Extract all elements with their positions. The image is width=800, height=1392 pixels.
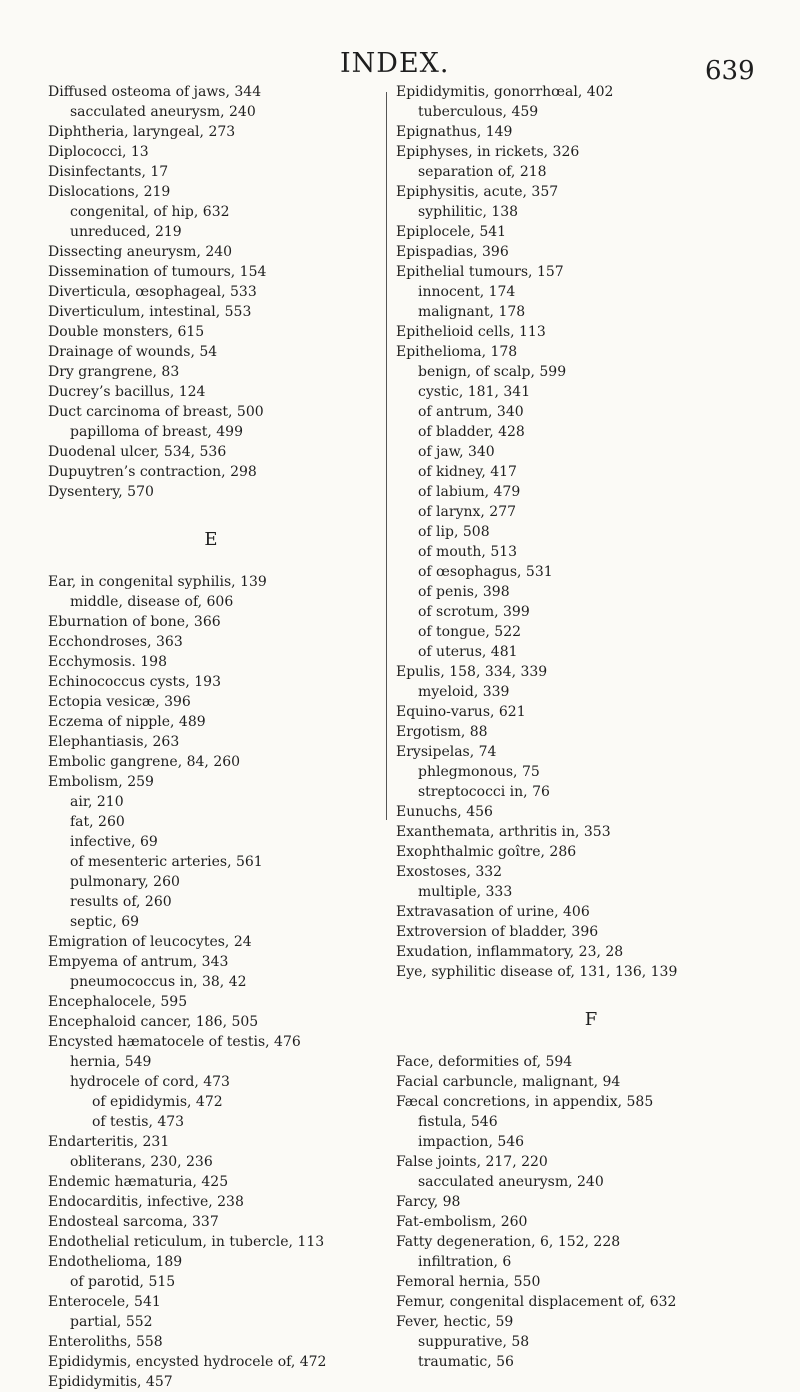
index-entry: Endothelial reticulum, in tubercle, 113 bbox=[48, 1234, 325, 1250]
index-entry: Exudation, inflammatory, 23, 28 bbox=[396, 944, 624, 960]
index-entry: Epispadias, 396 bbox=[396, 244, 509, 260]
index-subentry: of mesenteric arteries, 561 bbox=[70, 854, 263, 870]
index-entry: Ducrey’s bacillus, 124 bbox=[48, 384, 206, 400]
index-block bbox=[48, 572, 374, 1392]
index-block bbox=[396, 1052, 786, 1372]
index-entry: Dysentery, 570 bbox=[48, 484, 154, 500]
page-title: INDEX. bbox=[340, 48, 450, 79]
index-subentry: benign, of scalp, 599 bbox=[418, 364, 567, 380]
index-entry: Enterocele, 541 bbox=[48, 1294, 161, 1310]
index-entry: Duct carcinoma of breast, 500 bbox=[48, 404, 264, 420]
index-subentry: of kidney, 417 bbox=[418, 464, 517, 480]
index-subentry: innocent, 174 bbox=[418, 284, 516, 300]
index-entry: Duodenal ulcer, 534, 536 bbox=[48, 444, 227, 460]
index-subentry: fistula, 546 bbox=[418, 1114, 498, 1130]
index-entry: Endemic hæmaturia, 425 bbox=[48, 1174, 229, 1190]
index-entry: Endocarditis, infective, 238 bbox=[48, 1194, 244, 1210]
index-subentry: pulmonary, 260 bbox=[70, 874, 180, 890]
index-entry: Fæcal concretions, in appendix, 585 bbox=[396, 1094, 654, 1110]
index-entry: Ecchymosis. 198 bbox=[48, 654, 167, 670]
index-subentry: sacculated aneurysm, 240 bbox=[418, 1174, 604, 1190]
section-letter-e: E bbox=[204, 529, 218, 550]
index-entry: Epignathus, 149 bbox=[396, 124, 513, 140]
index-entry: Farcy, 98 bbox=[396, 1194, 461, 1210]
index-entry: Disinfectants, 17 bbox=[48, 164, 169, 180]
index-subentry: of penis, 398 bbox=[418, 584, 510, 600]
index-entry: Face, deformities of, 594 bbox=[396, 1054, 573, 1070]
index-entry: False joints, 217, 220 bbox=[396, 1154, 548, 1170]
index-entry: Diphtheria, laryngeal, 273 bbox=[48, 124, 236, 140]
index-subentry: impaction, 546 bbox=[418, 1134, 525, 1150]
index-subentry: hernia, 549 bbox=[70, 1054, 152, 1070]
index-subentry: results of, 260 bbox=[70, 894, 172, 910]
index-subentry: air, 210 bbox=[70, 794, 124, 810]
index-subentry: of œsophagus, 531 bbox=[418, 564, 553, 580]
index-subentry: of bladder, 428 bbox=[418, 424, 525, 440]
index-entry: Eye, syphilitic disease of, 131, 136, 139 bbox=[396, 964, 678, 980]
index-entry: Extravasation of urine, 406 bbox=[396, 904, 590, 920]
section-letter-f: F bbox=[584, 1009, 598, 1030]
index-subentry: tuberculous, 459 bbox=[418, 104, 539, 120]
index-entry: Epididymitis, 457 bbox=[48, 1374, 173, 1390]
index-subentry: separation of, 218 bbox=[418, 164, 547, 180]
index-subentry: papilloma of breast, 499 bbox=[70, 424, 243, 440]
index-entry: Eburnation of bone, 366 bbox=[48, 614, 221, 630]
index-entry: Diplococci, 13 bbox=[48, 144, 149, 160]
index-entry: Enteroliths, 558 bbox=[48, 1334, 163, 1350]
index-entry: Emigration of leucocytes, 24 bbox=[48, 934, 252, 950]
index-entry: Double monsters, 615 bbox=[48, 324, 205, 340]
index-entry: Epiphyses, in rickets, 326 bbox=[396, 144, 580, 160]
index-entry: Epithelial tumours, 157 bbox=[396, 264, 564, 280]
column-divider bbox=[386, 92, 387, 820]
index-entry: Extroversion of bladder, 396 bbox=[396, 924, 599, 940]
index-entry: Epididymitis, gonorrhœal, 402 bbox=[396, 84, 614, 100]
index-entry: Ecchondroses, 363 bbox=[48, 634, 183, 650]
index-entry: Facial carbuncle, malignant, 94 bbox=[396, 1074, 621, 1090]
index-entry: Fat-embolism, 260 bbox=[396, 1214, 528, 1230]
index-subentry: cystic, 181, 341 bbox=[418, 384, 531, 400]
index-subentry: infiltration, 6 bbox=[418, 1254, 512, 1270]
index-entry: Ergotism, 88 bbox=[396, 724, 488, 740]
index-entry: Dislocations, 219 bbox=[48, 184, 171, 200]
index-subentry: traumatic, 56 bbox=[418, 1354, 514, 1370]
index-subentry: of uterus, 481 bbox=[418, 644, 518, 660]
index-entry: Exostoses, 332 bbox=[396, 864, 503, 880]
index-subentry: hydrocele of cord, 473 bbox=[70, 1074, 230, 1090]
index-entry: Erysipelas, 74 bbox=[396, 744, 497, 760]
index-subentry: phlegmonous, 75 bbox=[418, 764, 540, 780]
index-entry: Embolic gangrene, 84, 260 bbox=[48, 754, 241, 770]
index-subentry: fat, 260 bbox=[70, 814, 125, 830]
index-subentry: pneumococcus in, 38, 42 bbox=[70, 974, 247, 990]
index-subentry: septic, 69 bbox=[70, 914, 140, 930]
index-subentry: of mouth, 513 bbox=[418, 544, 518, 560]
index-entry: Empyema of antrum, 343 bbox=[48, 954, 229, 970]
index-entry: Dupuytren’s contraction, 298 bbox=[48, 464, 257, 480]
index-entry: Epithelioid cells, 113 bbox=[396, 324, 546, 340]
page-number: 639 bbox=[705, 56, 755, 86]
index-entry: Embolism, 259 bbox=[48, 774, 154, 790]
index-entry: Epiphysitis, acute, 357 bbox=[396, 184, 559, 200]
index-subentry: of testis, 473 bbox=[92, 1114, 185, 1130]
index-entry: Endosteal sarcoma, 337 bbox=[48, 1214, 219, 1230]
index-entry: Fatty degeneration, 6, 152, 228 bbox=[396, 1234, 621, 1250]
index-subentry: of lip, 508 bbox=[418, 524, 490, 540]
index-subentry: syphilitic, 138 bbox=[418, 204, 519, 220]
index-entry: Drainage of wounds, 54 bbox=[48, 344, 218, 360]
index-subentry: of larynx, 277 bbox=[418, 504, 517, 520]
index-subentry: myeloid, 339 bbox=[418, 684, 510, 700]
index-entry: Exophthalmic goître, 286 bbox=[396, 844, 577, 860]
index-subentry: middle, disease of, 606 bbox=[70, 594, 234, 610]
index-entry: Encephalocele, 595 bbox=[48, 994, 188, 1010]
index-subentry: of tongue, 522 bbox=[418, 624, 522, 640]
index-entry: Epulis, 158, 334, 339 bbox=[396, 664, 548, 680]
index-subentry: congenital, of hip, 632 bbox=[70, 204, 230, 220]
index-subentry: of antrum, 340 bbox=[418, 404, 524, 420]
index-subentry: of jaw, 340 bbox=[418, 444, 495, 460]
index-subentry: multiple, 333 bbox=[418, 884, 513, 900]
index-subentry: of parotid, 515 bbox=[70, 1274, 176, 1290]
index-entry: Encysted hæmatocele of testis, 476 bbox=[48, 1034, 301, 1050]
index-entry: Epiplocele, 541 bbox=[396, 224, 507, 240]
index-entry: Femur, congenital displacement of, 632 bbox=[396, 1294, 677, 1310]
index-entry: Diverticula, œsophageal, 533 bbox=[48, 284, 257, 300]
index-subentry: of scrotum, 399 bbox=[418, 604, 530, 620]
index-entry: Eunuchs, 456 bbox=[396, 804, 493, 820]
index-entry: Endarteritis, 231 bbox=[48, 1134, 170, 1150]
index-entry: Eczema of nipple, 489 bbox=[48, 714, 206, 730]
index-subentry: partial, 552 bbox=[70, 1314, 153, 1330]
index-entry: Equino-varus, 621 bbox=[396, 704, 526, 720]
right-index-column bbox=[396, 82, 786, 1372]
index-subentry: of epididymis, 472 bbox=[92, 1094, 223, 1110]
index-entry: Dry grangrene, 83 bbox=[48, 364, 180, 380]
left-index-column bbox=[48, 82, 374, 1392]
index-entry: Exanthemata, arthritis in, 353 bbox=[396, 824, 611, 840]
index-entry: Ear, in congenital syphilis, 139 bbox=[48, 574, 267, 590]
index-subentry: obliterans, 230, 236 bbox=[70, 1154, 213, 1170]
index-entry: Epididymis, encysted hydrocele of, 472 bbox=[48, 1354, 327, 1370]
index-block bbox=[396, 82, 786, 982]
index-entry: Echinococcus cysts, 193 bbox=[48, 674, 221, 690]
index-entry: Dissecting aneurysm, 240 bbox=[48, 244, 233, 260]
index-entry: Endothelioma, 189 bbox=[48, 1254, 183, 1270]
index-entry: Fever, hectic, 59 bbox=[396, 1314, 514, 1330]
index-entry: Femoral hernia, 550 bbox=[396, 1274, 541, 1290]
index-entry: Dissemination of tumours, 154 bbox=[48, 264, 267, 280]
index-subentry: infective, 69 bbox=[70, 834, 158, 850]
index-block bbox=[48, 82, 374, 502]
index-entry: Epithelioma, 178 bbox=[396, 344, 518, 360]
index-entry: Ectopia vesicæ, 396 bbox=[48, 694, 191, 710]
index-entry: Diverticulum, intestinal, 553 bbox=[48, 304, 252, 320]
index-subentry: suppurative, 58 bbox=[418, 1334, 530, 1350]
index-subentry: of labium, 479 bbox=[418, 484, 521, 500]
index-subentry: sacculated aneurysm, 240 bbox=[70, 104, 256, 120]
index-entry: Encephaloid cancer, 186, 505 bbox=[48, 1014, 259, 1030]
index-entry: Diffused osteoma of jaws, 344 bbox=[48, 84, 262, 100]
index-subentry: unreduced, 219 bbox=[70, 224, 182, 240]
index-subentry: streptococci in, 76 bbox=[418, 784, 550, 800]
index-entry: Elephantiasis, 263 bbox=[48, 734, 180, 750]
index-subentry: malignant, 178 bbox=[418, 304, 526, 320]
